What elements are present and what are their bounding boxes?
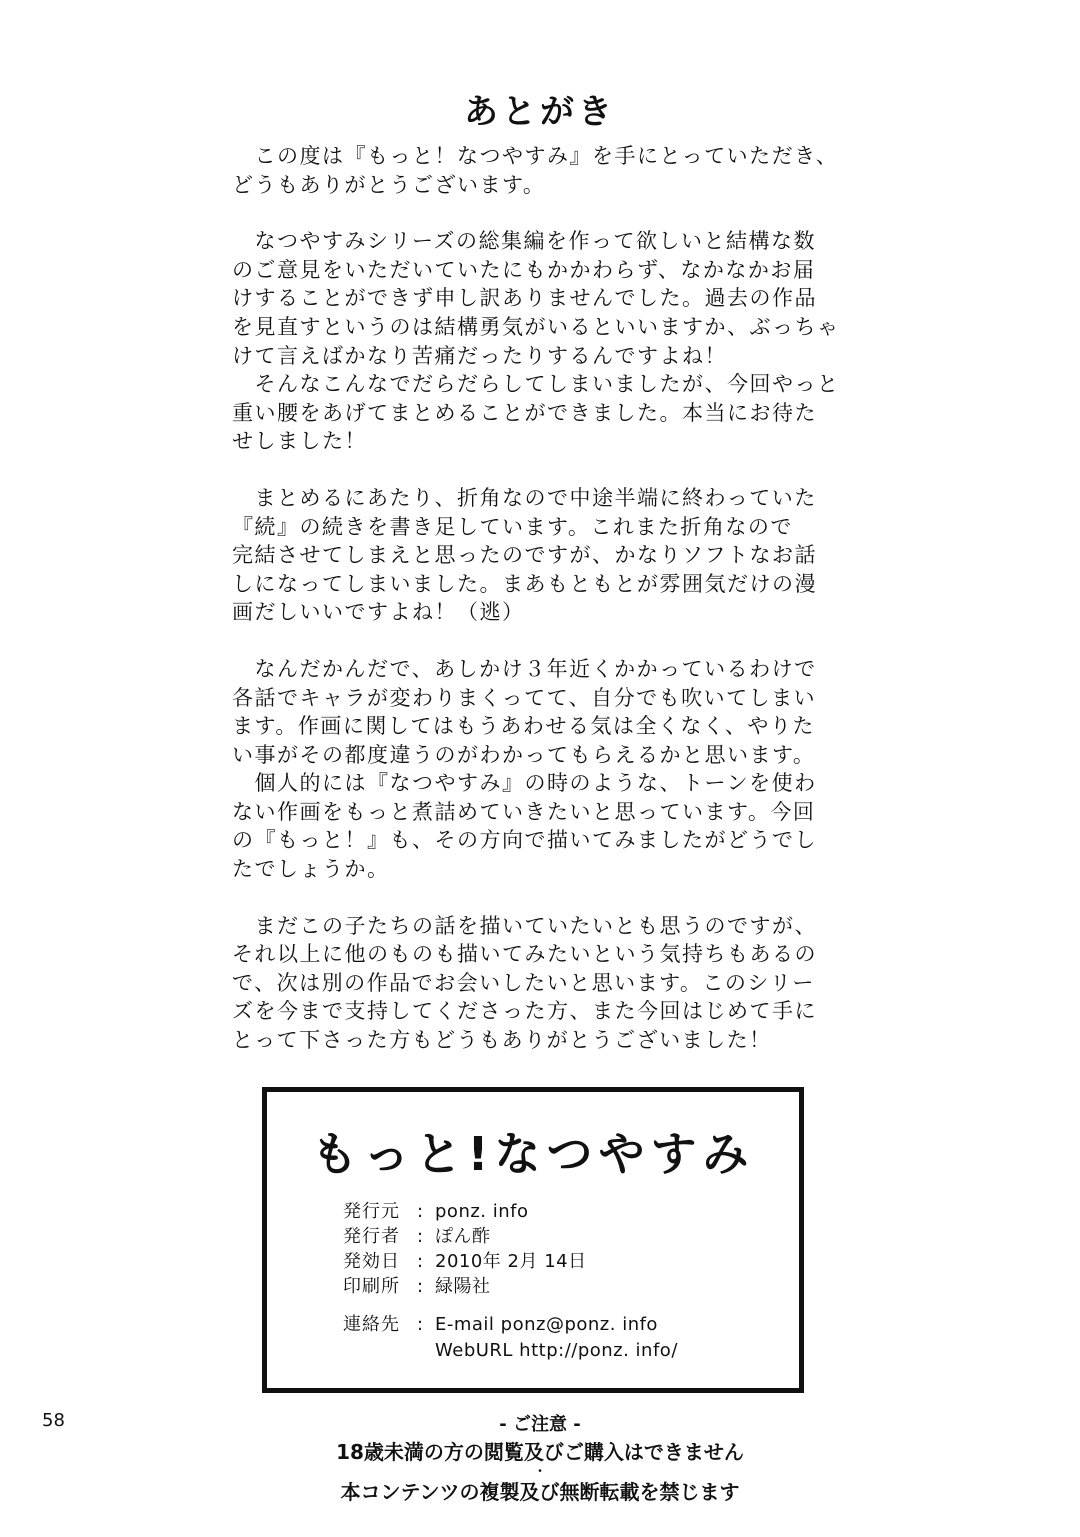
text-line: なんだかんだで、あしかけ３年近くかかっているわけで [232, 656, 817, 681]
text-line: のご意見をいただいていたにもかかわらず、なかなかお届 [232, 257, 816, 282]
text-line: たでしょうか。 [232, 857, 390, 882]
text-line: 個人的には『なつやすみ』の時のような、トーンを使わ [232, 771, 817, 796]
text-line: まだこの子たちの話を描いていたいとも思うのですが、 [232, 913, 817, 938]
text-line: ズを今まで支持してくださった方、また今回はじめて手に [232, 999, 817, 1024]
paragraph-5 [232, 912, 852, 1055]
web-url-value: WebURL http://ponz. info/ [435, 1340, 678, 1361]
publisher-label: 発行元 [343, 1201, 400, 1222]
text-line: 完結させてしまえと思ったのですが、かなりソフトなお話 [232, 543, 817, 568]
author-value: ぽん酢 [435, 1226, 491, 1247]
paragraph-4 [232, 655, 852, 884]
text-line: なつやすみシリーズの総集編を作って欲しいと結構な数 [232, 229, 816, 254]
date-value: 2010年 2月 14日 [435, 1251, 587, 1272]
date-label: 発効日 [343, 1251, 400, 1272]
afterword-body [232, 142, 852, 1083]
notice-heading: - ご注意 - [499, 1414, 581, 1435]
publisher-value: ponz. info [435, 1201, 529, 1222]
text-line: そんなこんなでだらだらしてしまいましたが、今回やっと [232, 372, 840, 397]
notice-line-copyright: 本コンテンツの複製及び無断転載を禁じます [340, 1480, 740, 1504]
paragraph-1 [232, 142, 852, 199]
text-line: けて言えばかなり苦痛だったりするんですよね！ [232, 343, 727, 368]
text-line: で、次は別の作品でお会いしたいと思います。このシリー [232, 970, 815, 995]
text-line: 画だしいいですよね！（逃） [232, 600, 525, 625]
text-line: しになってしまいました。まあもともとが雰囲気だけの漫 [232, 571, 817, 596]
colophon-title: もっと!なつやすみ [311, 1127, 755, 1181]
page-title: あとがき [464, 92, 616, 132]
text-line: い事がその都度違うのがわかってもらえるかと思います。 [232, 742, 816, 767]
printer-row [343, 1275, 491, 1299]
printer-label: 印刷所 [343, 1276, 400, 1297]
text-line: 『続』の続きを書き足しています。これまた折角なので [232, 514, 793, 539]
text-line: を見直すというのは結構勇気がいるといいますか、ぶっちゃ [232, 314, 840, 339]
text-line: まとめるにあたり、折角なので中途半端に終わっていた [232, 485, 817, 510]
text-line: どうもありがとうございます。 [232, 172, 546, 197]
publisher-row [343, 1200, 529, 1224]
contact-label: 連絡先 [343, 1314, 400, 1335]
text-line: この度は『もっと！なつやすみ』を手にとっていただき、 [232, 144, 839, 168]
page-number: 58 [42, 1410, 65, 1431]
notice-line-age: 18歳未満の方の閲覧及びご購入はできません [336, 1440, 744, 1464]
text-line: 重い腰をあげてまとめることができました。本当にお待た [232, 400, 817, 425]
separator: : [416, 1314, 424, 1335]
notice-bullet: ・ [533, 1464, 546, 1478]
text-line: ます。作画に関してはもうあわせる気は全くなく、やりた [232, 714, 815, 739]
separator: : [416, 1251, 424, 1272]
email-value: E-mail ponz@ponz. info [435, 1314, 658, 1335]
text-line: ない作画をもっと煮詰めていきたいと思っています。今回 [232, 799, 816, 824]
text-line: とって下さった方もどうもありがとうございました！ [232, 1028, 772, 1053]
contact-row [343, 1313, 658, 1337]
text-line: それ以上に他のものも描いてみたいという気持ちもあるの [232, 942, 817, 967]
text-line: の『もっと！』も、その方向で描いてみましたがどうでし [232, 828, 817, 853]
separator: : [416, 1276, 424, 1297]
printer-value: 緑陽社 [435, 1276, 491, 1297]
text-line: けすることができず申し訳ありませんでした。過去の作品 [232, 286, 817, 311]
paragraph-3 [232, 484, 852, 627]
text-line: せしました！ [232, 429, 367, 454]
author-row [343, 1225, 491, 1249]
separator: : [416, 1201, 424, 1222]
author-label: 発行者 [343, 1226, 400, 1247]
paragraph-2 [232, 227, 852, 456]
colophon-box [262, 1087, 804, 1393]
separator: : [416, 1226, 424, 1247]
date-row [343, 1250, 587, 1274]
text-line: 各話でキャラが変わりまくってて、自分でも吹いてしまい [232, 685, 817, 710]
